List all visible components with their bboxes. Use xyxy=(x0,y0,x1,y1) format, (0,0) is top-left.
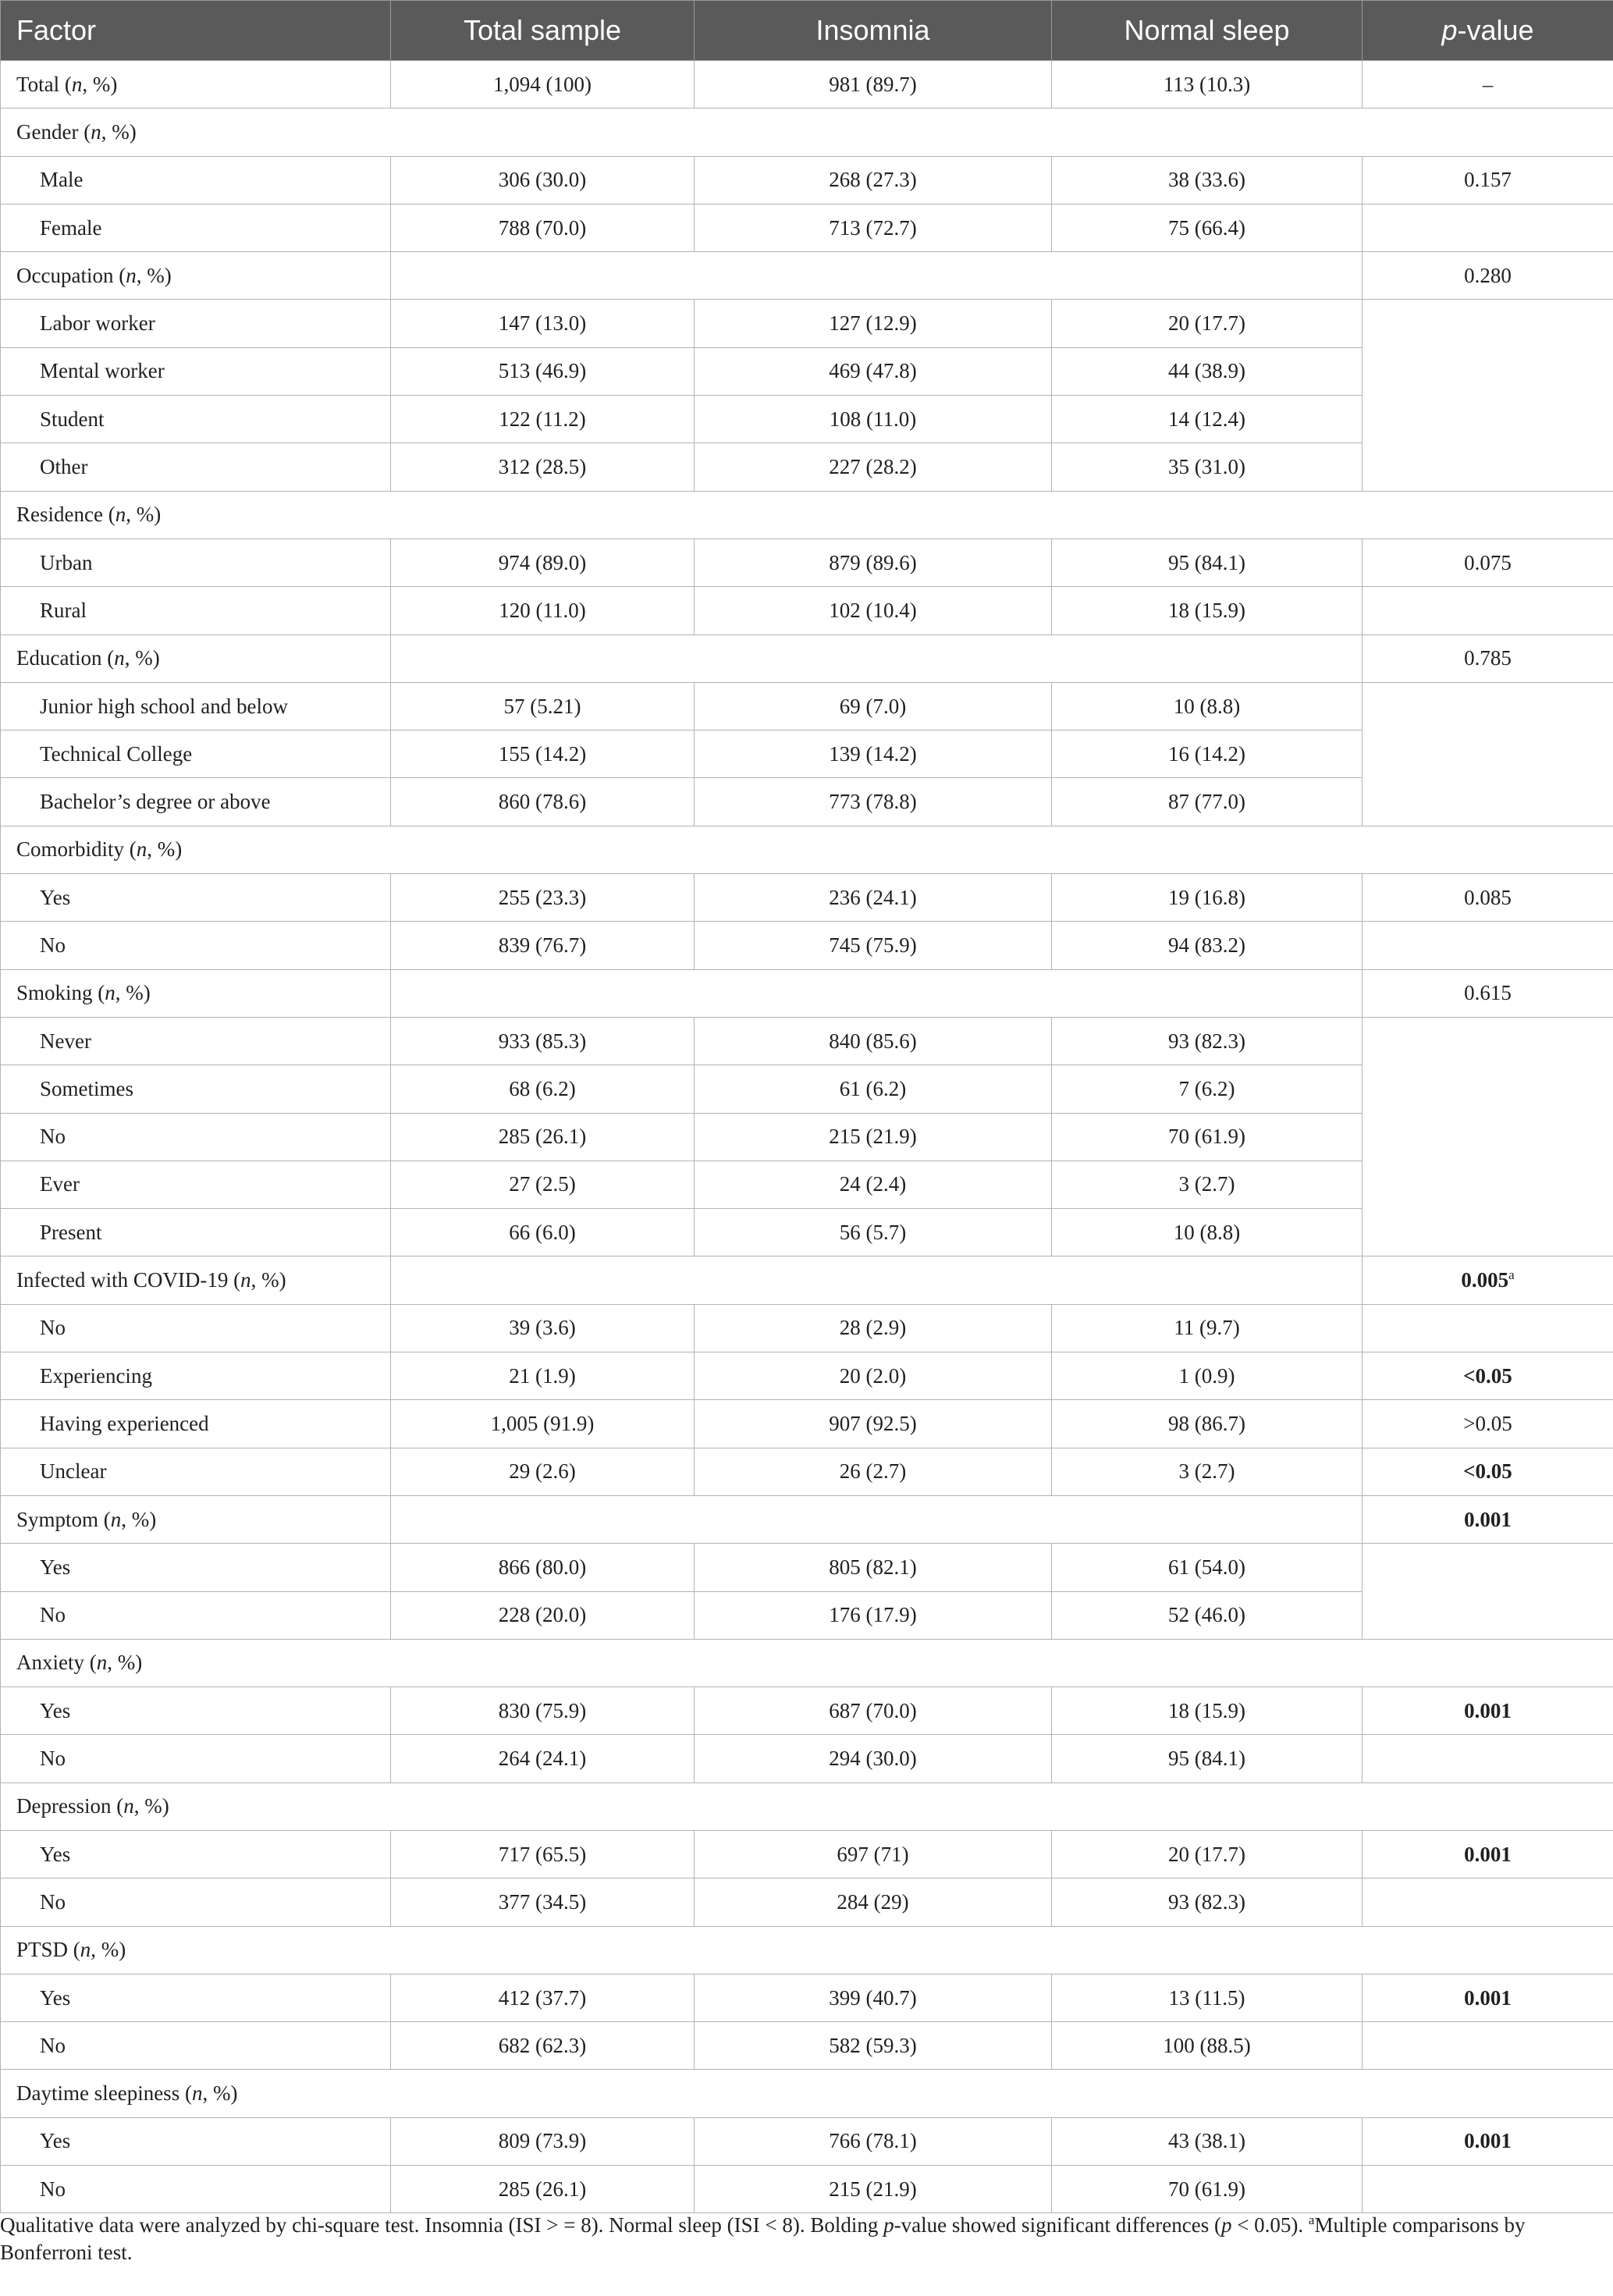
p-value-cell: >0.05 xyxy=(1363,1400,1613,1448)
table-row xyxy=(1,922,1613,969)
insomnia-cell: 102 (10.4) xyxy=(695,587,1052,634)
p-value-cell xyxy=(1363,587,1613,634)
factor-label-n: n xyxy=(123,1794,134,1818)
factor-label-n: n xyxy=(136,837,147,862)
subcategory-label: No xyxy=(1,1304,391,1352)
table-row xyxy=(1,1017,1613,1064)
subcategory-label: Rural xyxy=(1,587,391,634)
p-value-cell xyxy=(1363,1017,1613,1256)
table-row xyxy=(1,1304,1613,1352)
factor-label-suffix: , %) xyxy=(91,1938,126,1962)
factor-label-suffix: , %) xyxy=(115,981,151,1005)
total-sample-cell: 21 (1.9) xyxy=(391,1352,695,1400)
factor-label-n: n xyxy=(105,981,115,1005)
normal-sleep-cell: 13 (11.5) xyxy=(1052,1974,1363,2021)
total-sample-cell: 377 (34.5) xyxy=(391,1878,695,1926)
table-row xyxy=(1,1352,1613,1400)
insomnia-cell: 907 (92.5) xyxy=(695,1400,1052,1448)
factor-label xyxy=(1,826,1613,873)
factor-label xyxy=(1,634,391,682)
p-value-cell: 0.615 xyxy=(1363,969,1613,1017)
normal-sleep-cell: 10 (8.8) xyxy=(1052,682,1363,730)
factor-label-text: Depression ( xyxy=(16,1794,124,1818)
total-sample-cell: 120 (11.0) xyxy=(391,587,695,634)
p-value-cell: 0.001 xyxy=(1363,1974,1613,2021)
table-row xyxy=(1,826,1613,873)
footnote-p-2: p xyxy=(1220,2213,1232,2237)
insomnia-cell: 215 (21.9) xyxy=(695,1113,1052,1160)
table-row xyxy=(1,1256,1613,1304)
insomnia-cell: 697 (71) xyxy=(695,1830,1052,1878)
table-row xyxy=(1,491,1613,538)
subcategory-label: Labor worker xyxy=(1,300,391,347)
total-sample-cell: 717 (65.5) xyxy=(391,1830,695,1878)
factor-label xyxy=(1,2070,1613,2117)
p-value-cell xyxy=(1363,1735,1613,1782)
factor-label xyxy=(1,491,1613,538)
total-sample-cell: 29 (2.6) xyxy=(391,1448,695,1495)
normal-sleep-cell: 1 (0.9) xyxy=(1052,1352,1363,1400)
insomnia-cell: 879 (89.6) xyxy=(695,538,1052,586)
normal-sleep-cell: 70 (61.9) xyxy=(1052,1113,1363,1160)
footnote-text-2: -value showed significant differences ( xyxy=(894,2213,1221,2237)
normal-sleep-cell: 19 (16.8) xyxy=(1052,874,1363,922)
insomnia-cell: 69 (7.0) xyxy=(695,682,1052,730)
insomnia-cell: 981 (89.7) xyxy=(695,61,1052,108)
p-value-cell: 0.157 xyxy=(1363,156,1613,204)
insomnia-cell: 773 (78.8) xyxy=(695,778,1052,826)
insomnia-cell: 805 (82.1) xyxy=(695,1544,1052,1591)
table-row xyxy=(1,1878,1613,1926)
total-sample-cell: 57 (5.21) xyxy=(391,682,695,730)
subcategory-label: Technical College xyxy=(1,730,391,778)
table-row xyxy=(1,61,1613,108)
normal-sleep-cell: 93 (82.3) xyxy=(1052,1878,1363,1926)
table-row xyxy=(1,969,1613,1017)
p-value-cell xyxy=(1363,1544,1613,1640)
table-row xyxy=(1,634,1613,682)
footnote-text-3: < 0.05). xyxy=(1231,2213,1309,2237)
subcategory-label: Unclear xyxy=(1,1448,391,1495)
subcategory-label: Ever xyxy=(1,1160,391,1208)
normal-sleep-cell: 75 (66.4) xyxy=(1052,204,1363,251)
insomnia-cell: 687 (70.0) xyxy=(695,1687,1052,1735)
insomnia-cell: 713 (72.7) xyxy=(695,204,1052,251)
normal-sleep-cell: 3 (2.7) xyxy=(1052,1160,1363,1208)
factor-label-n: n xyxy=(110,1507,122,1531)
table-row xyxy=(1,1544,1613,1591)
subcategory-label: Experiencing xyxy=(1,1352,391,1400)
insomnia-cell: 56 (5.7) xyxy=(695,1209,1052,1256)
subcategory-label: Female xyxy=(1,204,391,251)
total-sample-cell: 788 (70.0) xyxy=(391,204,695,251)
subcategory-label: No xyxy=(1,2166,391,2213)
table-row xyxy=(1,1782,1613,1830)
p-value-cell: 0.001 xyxy=(1363,1687,1613,1735)
subcategory-label: No xyxy=(1,1735,391,1782)
normal-sleep-cell: 93 (82.3) xyxy=(1052,1017,1363,1064)
normal-sleep-cell: 3 (2.7) xyxy=(1052,1448,1363,1495)
normal-sleep-cell: 100 (88.5) xyxy=(1052,2022,1363,2070)
factor-label xyxy=(1,252,391,300)
table-row xyxy=(1,156,1613,204)
insomnia-cell: 582 (59.3) xyxy=(695,2022,1052,2070)
table-header xyxy=(1,1,1613,61)
table-row xyxy=(1,874,1613,922)
header-normal-sleep: Normal sleep xyxy=(1052,1,1363,61)
table-row xyxy=(1,1926,1613,1974)
insomnia-cell: 745 (75.9) xyxy=(695,922,1052,969)
factor-label-n: n xyxy=(115,503,126,527)
insomnia-cell: 176 (17.9) xyxy=(695,1591,1052,1639)
total-sample-cell: 306 (30.0) xyxy=(391,156,695,204)
total-sample-cell: 68 (6.2) xyxy=(391,1065,695,1113)
p-value-cell: <0.05 xyxy=(1363,1352,1613,1400)
factor-label xyxy=(1,969,391,1017)
factor-label-suffix: , %) xyxy=(136,263,172,287)
factor-label-suffix: , %) xyxy=(82,72,118,96)
table-row xyxy=(1,2117,1613,2165)
factor-label-text: PTSD ( xyxy=(16,1938,80,1962)
normal-sleep-cell: 16 (14.2) xyxy=(1052,730,1363,778)
factor-label-text: Comorbidity ( xyxy=(16,837,137,862)
factor-label-text: Occupation ( xyxy=(16,263,126,287)
factor-label-n: n xyxy=(71,72,83,96)
subcategory-label: Yes xyxy=(1,2117,391,2165)
subcategory-label: Yes xyxy=(1,1544,391,1591)
insomnia-cell: 294 (30.0) xyxy=(695,1735,1052,1782)
subcategory-label: Urban xyxy=(1,538,391,586)
total-sample-cell: 264 (24.1) xyxy=(391,1735,695,1782)
factor-label-text: Total ( xyxy=(16,72,72,96)
subcategory-label: Yes xyxy=(1,1830,391,1878)
factor-label xyxy=(1,1256,391,1304)
total-sample-cell: 513 (46.9) xyxy=(391,347,695,395)
factor-label-n: n xyxy=(91,119,101,144)
factor-label-n: n xyxy=(191,2081,203,2106)
header-p-value xyxy=(1363,1,1613,61)
table-footnote xyxy=(0,2212,1608,2266)
total-sample-cell: 682 (62.3) xyxy=(391,2022,695,2070)
subcategory-label: Never xyxy=(1,1017,391,1064)
factor-label-suffix: , %) xyxy=(101,119,137,144)
factor-label-suffix: , %) xyxy=(107,1651,143,1675)
p-value-cell: 0.001 xyxy=(1363,1495,1613,1543)
subcategory-label: No xyxy=(1,1878,391,1926)
normal-sleep-cell: 61 (54.0) xyxy=(1052,1544,1363,1591)
subcategory-label: Sometimes xyxy=(1,1065,391,1113)
insomnia-cell: 399 (40.7) xyxy=(695,1974,1052,2021)
subcategory-label: Having experienced xyxy=(1,1400,391,1448)
table-row xyxy=(1,2166,1613,2213)
normal-sleep-cell: 43 (38.1) xyxy=(1052,2117,1363,2165)
p-value-text: 0.005 xyxy=(1461,1268,1509,1292)
factor-label-suffix: , %) xyxy=(124,646,160,670)
insomnia-cell: 20 (2.0) xyxy=(695,1352,1052,1400)
p-value-cell xyxy=(1363,922,1613,969)
total-sample-cell: 412 (37.7) xyxy=(391,1974,695,2021)
normal-sleep-cell: 11 (9.7) xyxy=(1052,1304,1363,1352)
total-sample-cell: 39 (3.6) xyxy=(391,1304,695,1352)
factor-label-suffix: , %) xyxy=(250,1268,286,1292)
p-value-cell xyxy=(1363,2022,1613,2070)
table-row xyxy=(1,1974,1613,2021)
total-sample-cell: 933 (85.3) xyxy=(391,1017,695,1064)
normal-sleep-cell: 38 (33.6) xyxy=(1052,156,1363,204)
normal-sleep-cell: 87 (77.0) xyxy=(1052,778,1363,826)
subcategory-label: No xyxy=(1,1113,391,1160)
blank-span-cell xyxy=(391,969,1363,1017)
normal-sleep-cell: 95 (84.1) xyxy=(1052,1735,1363,1782)
insomnia-cell: 469 (47.8) xyxy=(695,347,1052,395)
insomnia-cell: 28 (2.9) xyxy=(695,1304,1052,1352)
subcategory-label: Yes xyxy=(1,1974,391,2021)
p-value-cell xyxy=(1363,300,1613,491)
total-sample-cell: 285 (26.1) xyxy=(391,1113,695,1160)
insomnia-cell: 268 (27.3) xyxy=(695,156,1052,204)
factor-label-n: n xyxy=(96,1651,108,1675)
table-row xyxy=(1,1687,1613,1735)
subcategory-label: Mental worker xyxy=(1,347,391,395)
normal-sleep-cell: 20 (17.7) xyxy=(1052,300,1363,347)
p-value-cell: 0.785 xyxy=(1363,634,1613,682)
header-p-italic: p xyxy=(1441,14,1458,46)
factor-label-text: Daytime sleepiness ( xyxy=(16,2081,192,2106)
insomnia-cell: 227 (28.2) xyxy=(695,443,1052,491)
insomnia-cell: 127 (12.9) xyxy=(695,300,1052,347)
insomnia-cell: 840 (85.6) xyxy=(695,1017,1052,1064)
insomnia-cell: 215 (21.9) xyxy=(695,2166,1052,2213)
total-sample-cell: 155 (14.2) xyxy=(391,730,695,778)
p-value-cell: 0.001 xyxy=(1363,1830,1613,1878)
factor-label-n: n xyxy=(80,1938,91,1962)
subcategory-label: No xyxy=(1,1591,391,1639)
table-row xyxy=(1,587,1613,634)
normal-sleep-cell: 10 (8.8) xyxy=(1052,1209,1363,1256)
subcategory-label: Yes xyxy=(1,1687,391,1735)
factor-label-suffix: , %) xyxy=(121,1507,157,1531)
normal-sleep-cell: 98 (86.7) xyxy=(1052,1400,1363,1448)
header-factor: Factor xyxy=(1,1,391,61)
factor-label xyxy=(1,61,391,108)
total-sample-cell: 809 (73.9) xyxy=(391,2117,695,2165)
factor-label-n: n xyxy=(114,646,125,670)
factor-label-text: Infected with COVID-19 ( xyxy=(16,1268,241,1292)
total-sample-cell: 312 (28.5) xyxy=(391,443,695,491)
insomnia-cell: 61 (6.2) xyxy=(695,1065,1052,1113)
table-row xyxy=(1,1495,1613,1543)
factor-label-text: Anxiety ( xyxy=(16,1651,97,1675)
normal-sleep-cell: 35 (31.0) xyxy=(1052,443,1363,491)
normal-sleep-cell: 18 (15.9) xyxy=(1052,1687,1363,1735)
table-row xyxy=(1,1830,1613,1878)
insomnia-cell: 26 (2.7) xyxy=(695,1448,1052,1495)
normal-sleep-cell: 113 (10.3) xyxy=(1052,61,1363,108)
footnote-sup: a xyxy=(1308,2212,1315,2227)
p-value-cell xyxy=(1363,1256,1613,1304)
subcategory-label: Student xyxy=(1,396,391,443)
total-sample-cell: 866 (80.0) xyxy=(391,1544,695,1591)
p-value-cell xyxy=(1363,204,1613,251)
total-sample-cell: 27 (2.5) xyxy=(391,1160,695,1208)
table-row xyxy=(1,204,1613,251)
total-sample-cell: 1,005 (91.9) xyxy=(391,1400,695,1448)
table-body xyxy=(1,61,1613,2213)
subcategory-label: Bachelor’s degree or above xyxy=(1,778,391,826)
normal-sleep-cell: 95 (84.1) xyxy=(1052,538,1363,586)
subcategory-label: Male xyxy=(1,156,391,204)
total-sample-cell: 839 (76.7) xyxy=(391,922,695,969)
normal-sleep-cell: 7 (6.2) xyxy=(1052,1065,1363,1113)
normal-sleep-cell: 20 (17.7) xyxy=(1052,1830,1363,1878)
factor-label xyxy=(1,1782,1613,1830)
normal-sleep-cell: 18 (15.9) xyxy=(1052,587,1363,634)
total-sample-cell: 860 (78.6) xyxy=(391,778,695,826)
subcategory-label: Present xyxy=(1,1209,391,1256)
factor-label-text: Residence ( xyxy=(16,503,115,527)
blank-span-cell xyxy=(391,252,1363,300)
footnote-p-1: p xyxy=(883,2213,894,2237)
table-row xyxy=(1,252,1613,300)
p-value-cell xyxy=(1363,682,1613,826)
subcategory-label: No xyxy=(1,922,391,969)
total-sample-cell: 228 (20.0) xyxy=(391,1591,695,1639)
factor-label-text: Gender ( xyxy=(16,119,91,144)
total-sample-cell: 147 (13.0) xyxy=(391,300,695,347)
insomnia-cell: 24 (2.4) xyxy=(695,1160,1052,1208)
subcategory-label: Yes xyxy=(1,874,391,922)
p-value-cell: 0.001 xyxy=(1363,2117,1613,2165)
total-sample-cell: 1,094 (100) xyxy=(391,61,695,108)
total-sample-cell: 255 (23.3) xyxy=(391,874,695,922)
insomnia-cell: 108 (11.0) xyxy=(695,396,1052,443)
factor-label-n: n xyxy=(240,1268,251,1292)
normal-sleep-cell: 94 (83.2) xyxy=(1052,922,1363,969)
p-value-cell xyxy=(1363,1878,1613,1926)
normal-sleep-cell: 14 (12.4) xyxy=(1052,396,1363,443)
table-row xyxy=(1,2022,1613,2070)
table-row xyxy=(1,2070,1613,2117)
factor-label-text: Education ( xyxy=(16,646,115,670)
p-value-cell xyxy=(1363,2166,1613,2213)
table-row xyxy=(1,1639,1613,1686)
footnote-text-1: Qualitative data were analyzed by chi-square test. Insomnia (ISI > = 8). Normal sleep (ISI < 8). Bolding xyxy=(0,2213,884,2237)
total-sample-cell: 122 (11.2) xyxy=(391,396,695,443)
insomnia-cell: 766 (78.1) xyxy=(695,2117,1052,2165)
factor-label-suffix: , %) xyxy=(202,2081,238,2106)
table-row xyxy=(1,1400,1613,1448)
insomnia-cell: 236 (24.1) xyxy=(695,874,1052,922)
blank-span-cell xyxy=(391,1256,1363,1304)
table-row xyxy=(1,108,1613,156)
p-value-cell: 0.075 xyxy=(1363,538,1613,586)
subcategory-label: Other xyxy=(1,443,391,491)
header-p-rest: -value xyxy=(1457,14,1534,46)
factor-label xyxy=(1,1639,1613,1686)
subcategory-label: No xyxy=(1,2022,391,2070)
header-insomnia: Insomnia xyxy=(695,1,1052,61)
p-value-cell: 0.085 xyxy=(1363,874,1613,922)
factor-label xyxy=(1,1495,391,1543)
table-row xyxy=(1,300,1613,347)
total-sample-cell: 974 (89.0) xyxy=(391,538,695,586)
blank-span-cell xyxy=(391,634,1363,682)
insomnia-cell: 284 (29) xyxy=(695,1878,1052,1926)
factor-label-suffix: , %) xyxy=(126,503,162,527)
p-value-cell: <0.05 xyxy=(1363,1448,1613,1495)
normal-sleep-cell: 70 (61.9) xyxy=(1052,2166,1363,2213)
total-sample-cell: 285 (26.1) xyxy=(391,2166,695,2213)
total-sample-cell: 66 (6.0) xyxy=(391,1209,695,1256)
factor-label xyxy=(1,108,1613,156)
factor-label-text: Symptom ( xyxy=(16,1507,111,1531)
subcategory-label: Junior high school and below xyxy=(1,682,391,730)
table-row xyxy=(1,682,1613,730)
normal-sleep-cell: 52 (46.0) xyxy=(1052,1591,1363,1639)
footnote-text-4: Multiple comparisons by Bonferroni test. xyxy=(0,2213,1526,2264)
factor-label-suffix: , %) xyxy=(147,837,183,862)
p-value-cell: – xyxy=(1363,61,1613,108)
normal-sleep-cell: 44 (38.9) xyxy=(1052,347,1363,395)
blank-span-cell xyxy=(391,1495,1363,1543)
factor-label-text: Smoking ( xyxy=(16,981,105,1005)
factor-label-n: n xyxy=(126,263,137,287)
factor-label xyxy=(1,1926,1613,1974)
p-value-cell: 0.280 xyxy=(1363,252,1613,300)
table-row xyxy=(1,1448,1613,1495)
table-row xyxy=(1,538,1613,586)
total-sample-cell: 830 (75.9) xyxy=(391,1687,695,1735)
p-value-sup: a xyxy=(1508,1267,1515,1283)
factor-label-suffix: , %) xyxy=(133,1794,169,1818)
p-value-cell xyxy=(1363,1304,1613,1352)
header-total-sample: Total sample xyxy=(391,1,695,61)
insomnia-cell: 139 (14.2) xyxy=(695,730,1052,778)
table-row xyxy=(1,1735,1613,1782)
header-row xyxy=(1,1,1613,61)
